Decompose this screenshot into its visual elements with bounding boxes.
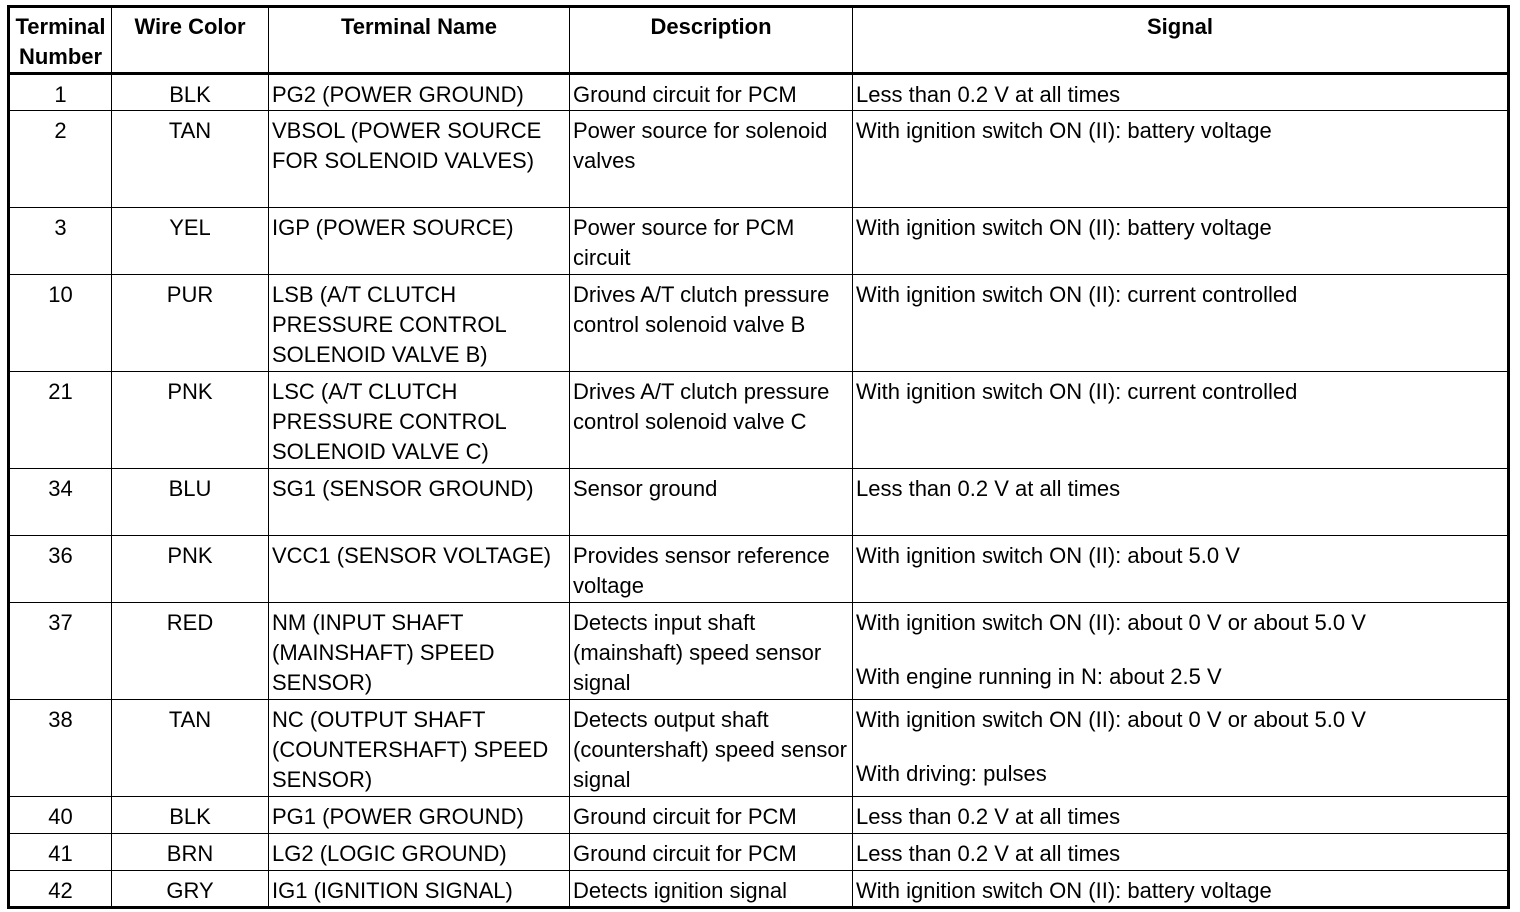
cell-wire-color: TAN: [112, 700, 269, 797]
cell-description: Sensor ground: [570, 469, 853, 536]
header-row: [9, 7, 1509, 74]
header-terminal-name: Terminal Name: [269, 7, 570, 74]
cell-description: Detects ignition signal: [570, 871, 853, 908]
cell-description: Ground circuit for PCM: [570, 834, 853, 871]
cell-signal: [853, 469, 1509, 536]
signal-line: With ignition switch ON (II): current controlled: [856, 379, 1298, 404]
cell-signal: [853, 275, 1509, 372]
cell-wire-color: PNK: [112, 536, 269, 603]
cell-wire-color: GRY: [112, 871, 269, 908]
table-row: [9, 208, 1509, 275]
cell-description: Drives A/T clutch pressure control solenoid valve B: [570, 275, 853, 372]
cell-signal: [853, 834, 1509, 871]
table-row: [9, 603, 1509, 700]
cell-terminal-name: IGP (POWER SOURCE): [269, 208, 570, 275]
cell-description: Drives A/T clutch pressure control solenoid valve C: [570, 372, 853, 469]
header-signal: Signal: [853, 7, 1509, 74]
cell-wire-color: BRN: [112, 834, 269, 871]
cell-wire-color: PNK: [112, 372, 269, 469]
cell-description: Power source for solenoid valves: [570, 111, 853, 208]
header-wire-color: Wire Color: [112, 7, 269, 74]
header-terminal-number: Terminal Number: [9, 7, 112, 74]
cell-signal: [853, 536, 1509, 603]
table-row: [9, 834, 1509, 871]
signal-line: With ignition switch ON (II): about 0 V or about 5.0 V: [856, 707, 1366, 732]
signal-line: Less than 0.2 V at all times: [856, 841, 1121, 866]
cell-terminal-number: 3: [9, 208, 112, 275]
signal-line: Less than 0.2 V at all times: [856, 804, 1121, 829]
cell-terminal-name: LG2 (LOGIC GROUND): [269, 834, 570, 871]
cell-description: Power source for PCM circuit: [570, 208, 853, 275]
table-row: [9, 372, 1509, 469]
cell-terminal-name: SG1 (SENSOR GROUND): [269, 469, 570, 536]
signal-line: Less than 0.2 V at all times: [856, 82, 1121, 107]
cell-signal: [853, 372, 1509, 469]
signal-line: Less than 0.2 V at all times: [856, 476, 1121, 501]
cell-signal: [853, 74, 1509, 111]
terminal-table: [7, 5, 1510, 909]
cell-description: Ground circuit for PCM: [570, 74, 853, 111]
cell-terminal-number: 37: [9, 603, 112, 700]
cell-signal: [853, 871, 1509, 908]
cell-signal: [853, 111, 1509, 208]
cell-terminal-number: 1: [9, 74, 112, 111]
header-description: Description: [570, 7, 853, 74]
cell-terminal-number: 41: [9, 834, 112, 871]
cell-terminal-name: VCC1 (SENSOR VOLTAGE): [269, 536, 570, 603]
cell-terminal-name: IG1 (IGNITION SIGNAL): [269, 871, 570, 908]
cell-signal: [853, 208, 1509, 275]
table-row: [9, 536, 1509, 603]
cell-terminal-number: 21: [9, 372, 112, 469]
cell-wire-color: PUR: [112, 275, 269, 372]
cell-signal: [853, 797, 1509, 834]
signal-line: With ignition switch ON (II): about 5.0 V: [856, 543, 1240, 568]
table-row: [9, 469, 1509, 536]
cell-terminal-number: 34: [9, 469, 112, 536]
cell-terminal-name: NC (OUTPUT SHAFT (COUNTERSHAFT) SPEED SENSOR): [269, 700, 570, 797]
cell-signal: [853, 603, 1509, 700]
signal-line: With ignition switch ON (II): battery voltage: [856, 118, 1272, 143]
signal-line: With ignition switch ON (II): about 0 V or about 5.0 V: [856, 610, 1366, 635]
table-row: [9, 111, 1509, 208]
cell-terminal-name: LSC (A/T CLUTCH PRESSURE CONTROL SOLENOID VALVE C): [269, 372, 570, 469]
cell-wire-color: TAN: [112, 111, 269, 208]
cell-terminal-number: 40: [9, 797, 112, 834]
cell-terminal-number: 42: [9, 871, 112, 908]
cell-terminal-number: 2: [9, 111, 112, 208]
cell-terminal-name: LSB (A/T CLUTCH PRESSURE CONTROL SOLENOID VALVE B): [269, 275, 570, 372]
table-row: [9, 275, 1509, 372]
table-row: [9, 74, 1509, 111]
cell-wire-color: BLK: [112, 74, 269, 111]
cell-terminal-name: NM (INPUT SHAFT (MAINSHAFT) SPEED SENSOR): [269, 603, 570, 700]
cell-wire-color: BLK: [112, 797, 269, 834]
cell-terminal-number: 10: [9, 275, 112, 372]
signal-line: With engine running in N: about 2.5 V: [856, 664, 1222, 689]
cell-signal: [853, 700, 1509, 797]
cell-terminal-name: PG1 (POWER GROUND): [269, 797, 570, 834]
cell-wire-color: BLU: [112, 469, 269, 536]
cell-terminal-number: 36: [9, 536, 112, 603]
cell-terminal-name: VBSOL (POWER SOURCE FOR SOLENOID VALVES): [269, 111, 570, 208]
signal-line: With ignition switch ON (II): current controlled: [856, 282, 1298, 307]
table-row: [9, 797, 1509, 834]
table-row: [9, 871, 1509, 908]
cell-description: Detects input shaft (mainshaft) speed sensor signal: [570, 603, 853, 700]
cell-description: Ground circuit for PCM: [570, 797, 853, 834]
cell-description: Detects output shaft (countershaft) speed sensor signal: [570, 700, 853, 797]
cell-terminal-name: PG2 (POWER GROUND): [269, 74, 570, 111]
cell-wire-color: RED: [112, 603, 269, 700]
cell-description: Provides sensor reference voltage: [570, 536, 853, 603]
signal-line: With ignition switch ON (II): battery voltage: [856, 878, 1272, 903]
cell-terminal-number: 38: [9, 700, 112, 797]
cell-wire-color: YEL: [112, 208, 269, 275]
signal-line: With ignition switch ON (II): battery voltage: [856, 215, 1272, 240]
table-row: [9, 700, 1509, 797]
signal-line: With driving: pulses: [856, 761, 1047, 786]
